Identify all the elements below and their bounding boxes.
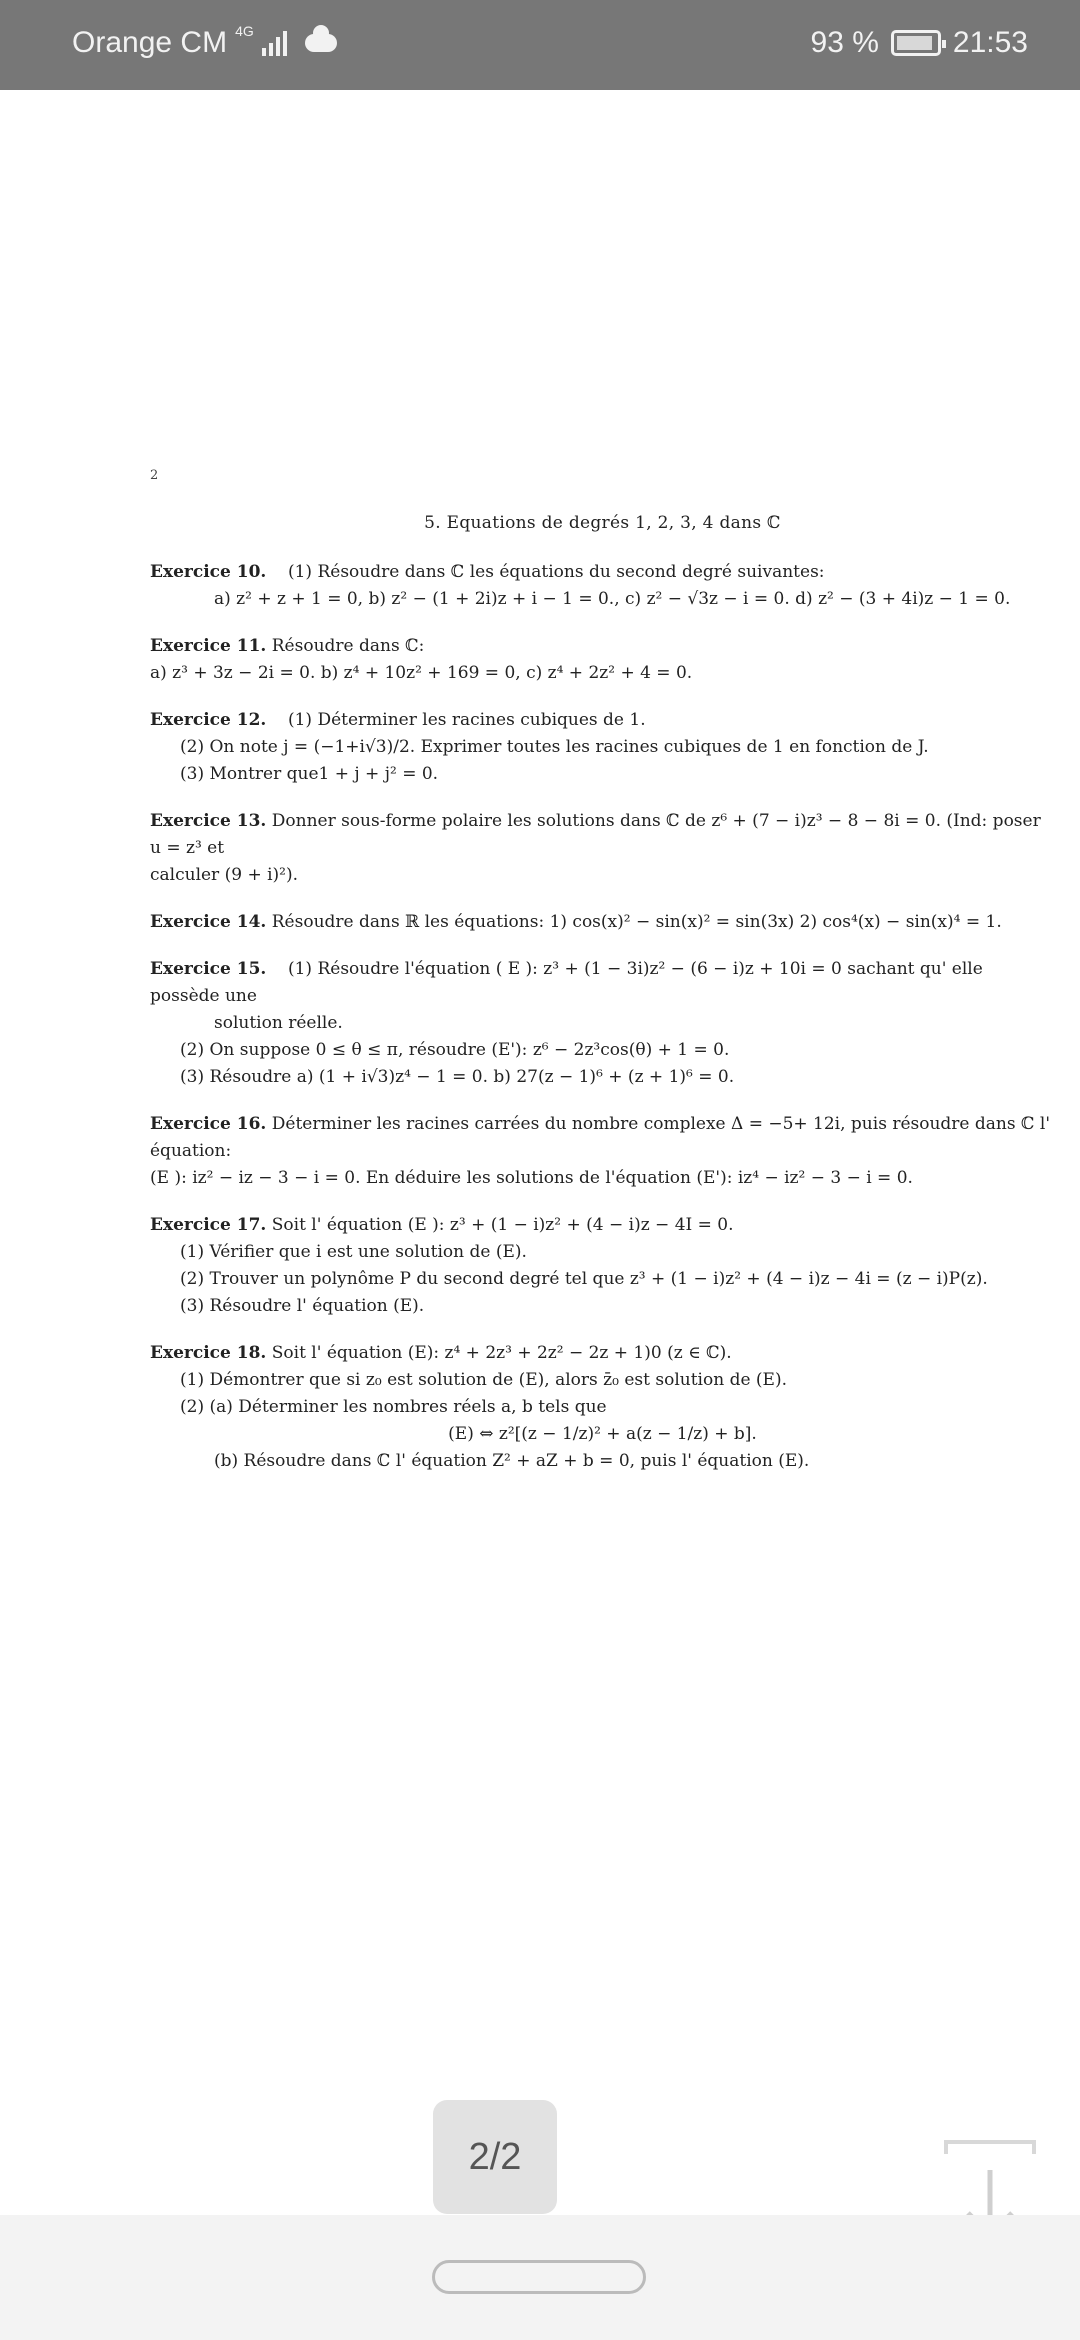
page-number: 2 [150,468,159,483]
battery-icon [891,30,941,56]
page-indicator-button[interactable] [433,2100,557,2214]
document-content [150,460,1055,1495]
cloud-icon [305,34,337,52]
exercise-title: Exercice 16. [150,1114,267,1134]
exercise-text: (1) Résoudre l'équation ( E ): z³ + (1 − 3i)z² − (6 − i)z + 10i = 0 sachant qu' elle possède une [150,959,983,1006]
exercise-18 [150,1340,1055,1475]
exercise-text: Donner sous-forme polaire les solutions dans ℂ de z⁶ + (7 − i)z³ − 8 − 8i = 0. (Ind: poser u = z³ et [150,811,1041,858]
exercise-16 [150,1111,1055,1192]
status-bar [0,0,1080,90]
exercise-title: Exercice 10. [150,562,267,582]
exercise-title: Exercice 15. [150,959,267,979]
exercise-text: Déterminer les racines carrées du nombre complexe Δ = −5+ 12i, puis résoudre dans ℂ l' équation: [150,1114,1051,1161]
exercise-text: a) z² + z + 1 = 0, b) z² − (1 + 2i)z + i − 1 = 0., c) z² − √3z − i = 0. d) z² − (3 + 4i)z − 1 = 0. [214,589,1011,609]
clock: 21:53 [952,26,1028,59]
exercise-text: (3) Montrer que1 + j + j² = 0. [180,764,439,784]
exercise-text: (3) Résoudre a) (1 + i√3)z⁴ − 1 = 0. b) 27(z − 1)⁶ + (z + 1)⁶ = 0. [180,1067,735,1087]
exercise-title: Exercice 18. [150,1343,267,1363]
exercise-text: (1) Résoudre dans ℂ les équations du second degré suivantes: [287,562,825,582]
exercise-title: Exercice 11. [150,636,267,656]
exercise-title: Exercice 13. [150,811,267,831]
exercise-14 [150,909,1055,936]
exercise-13 [150,808,1055,889]
exercise-title: Exercice 14. [150,912,267,932]
exercise-text: (2) (a) Déterminer les nombres réels a, b tels que [180,1397,607,1417]
network-type: 4G [235,23,254,39]
exercise-text: Résoudre dans ℝ les équations: 1) cos(x)² − sin(x)² = sin(3x) 2) cos⁴(x) − sin(x)⁴ = 1. [271,912,1002,932]
signal-icon [262,30,287,56]
exercise-text: Résoudre dans ℂ: [271,636,425,656]
carrier-label: Orange CM [72,26,228,59]
exercise-text: (2) On note j = (−1+i√3)/2. Exprimer toutes les racines cubiques de 1 en fonction de J. [180,737,929,757]
pdf-page[interactable] [0,90,1080,2215]
exercise-11 [150,633,1055,687]
exercise-text: Soit l' équation (E): z⁴ + 2z³ + 2z² − 2z + 1)0 (z ∈ ℂ). [271,1343,732,1363]
exercise-text: a) z³ + 3z − 2i = 0. b) z⁴ + 10z² + 169 = 0, c) z⁴ + 2z² + 4 = 0. [150,663,693,683]
page-indicator-label: 2/2 [468,2135,522,2178]
battery-percent: 93 % [810,26,879,59]
exercise-text: (2) On suppose 0 ≤ θ ≤ π, résoudre (E'): z⁶ − 2z³cos(θ) + 1 = 0. [180,1040,730,1060]
exercise-title: Exercice 12. [150,710,267,730]
exercise-text: (b) Résoudre dans ℂ l' équation Z² + aZ + b = 0, puis l' équation (E). [214,1451,810,1471]
exercise-text: (3) Résoudre l' équation (E). [180,1296,425,1316]
exercise-text: calculer (9 + i)²). [150,865,299,885]
section-title: 5. Equations de degrés 1, 2, 3, 4 dans ℂ [424,513,781,533]
exercise-text: (1) Déterminer les racines cubiques de 1. [287,710,646,730]
exercise-text: (2) Trouver un polynôme P du second degré tel que z³ + (1 − i)z² + (4 − i)z − 4i = (z − i)P(z). [180,1269,988,1289]
navigation-bar [0,2215,1080,2340]
exercise-formula: (E) ⇔ z²[(z − 1/z)² + a(z − 1/z) + b]. [448,1424,757,1444]
exercise-12 [150,707,1055,788]
exercise-title: Exercice 17. [150,1215,267,1235]
home-gesture-pill[interactable] [432,2260,646,2294]
exercise-17 [150,1212,1055,1320]
exercise-10 [150,559,1055,613]
exercise-text: (1) Vérifier que i est une solution de (E). [180,1242,527,1262]
exercise-text: (E ): iz² − iz − 3 − i = 0. En déduire les solutions de l'équation (E'): iz⁴ − iz² − 3 − i = 0. [150,1168,913,1188]
exercise-text: solution réelle. [214,1013,343,1033]
exercise-text: (1) Démontrer que si z₀ est solution de (E), alors z̄₀ est solution de (E). [180,1370,787,1390]
exercise-text: Soit l' équation (E ): z³ + (1 − i)z² + (4 − i)z − 4I = 0. [271,1215,734,1235]
exercise-15 [150,956,1055,1091]
